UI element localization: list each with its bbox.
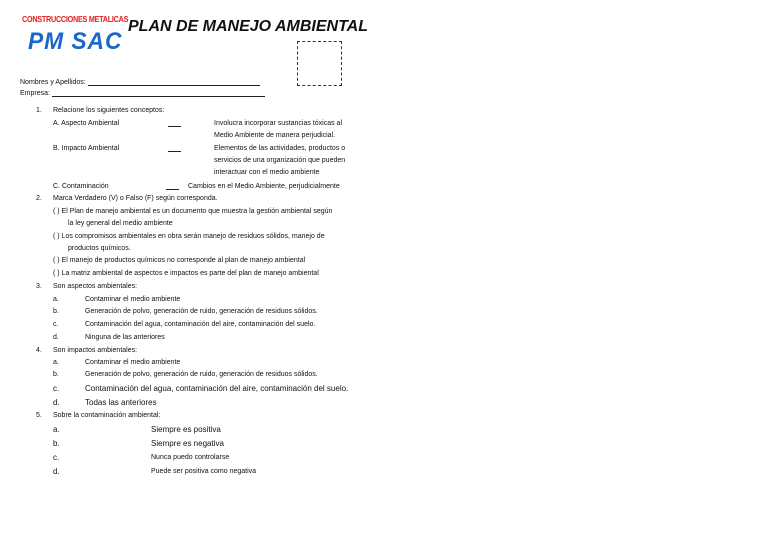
q5-option-d-letter: d.	[53, 467, 60, 476]
q1-def2-line2: servicios de una organización que pueden	[214, 157, 346, 164]
logo-main-text: PM SAC	[28, 28, 123, 55]
q4-option-a[interactable]: Contaminar el medio ambiente	[85, 359, 181, 366]
q3-option-b[interactable]: Generación de polvo, generación de ruido, generación de residuos sólidos.	[85, 308, 318, 315]
q3-option-d-letter: d.	[53, 334, 59, 341]
q1-def2-line3: interactuar con el medio ambiente	[214, 169, 320, 176]
empresa-label: Empresa:	[20, 90, 50, 97]
q5-option-a-letter: a.	[53, 425, 60, 434]
q1-text: Relacione los siguientes conceptos:	[53, 107, 165, 114]
q4-number: 4.	[36, 347, 42, 354]
page-title: PLAN DE MANEJO AMBIENTAL	[128, 18, 368, 35]
q3-option-a-letter: a.	[53, 296, 59, 303]
q1-def1-line2: Medio Ambiente de manera perjudicial.	[214, 132, 336, 139]
q4-option-d[interactable]: Todas las anteriores	[85, 398, 157, 407]
q5-option-d[interactable]: Puede ser positiva como negativa	[151, 468, 257, 475]
empresa-field	[20, 88, 265, 97]
q4-option-c[interactable]: Contaminación del agua, contaminación del aire, contaminación del suelo.	[85, 384, 349, 393]
q1-item-a: A. Aspecto Ambiental	[53, 120, 120, 127]
q3-option-d[interactable]: Ninguna de las anteriores	[85, 334, 165, 341]
q2-item3: ( ) El manejo de productos químicos no corresponde al plan de manejo ambiental	[53, 257, 306, 264]
empresa-line[interactable]	[52, 88, 265, 97]
q4-option-d-letter: d.	[53, 398, 60, 407]
q2-item4: ( ) La matriz ambiental de aspectos e impactos es parte del plan de manejo ambiental	[53, 270, 319, 277]
q3-number: 3.	[36, 283, 42, 290]
logo-top-text: CONSTRUCCIONES METALICAS	[22, 14, 129, 24]
q1-item-c: C. Contaminación	[53, 183, 109, 190]
q2-item2-line2: productos químicos.	[68, 245, 131, 252]
q1-def3: Cambios en el Medio Ambiente, perjudicialmente	[188, 183, 340, 190]
nombre-label: Nombres y Apellidos:	[20, 79, 86, 86]
company-logo	[22, 12, 129, 64]
q3-text: Son aspectos ambientales:	[53, 283, 138, 290]
q5-option-c-letter: c.	[53, 453, 60, 462]
photo-box	[297, 41, 342, 86]
q1-blank-c[interactable]	[166, 183, 179, 192]
q2-item1-line1: ( ) El Plan de manejo ambiental es un documento que muestra la gestión ambiental según	[53, 208, 333, 215]
q1-blank-a[interactable]	[168, 120, 181, 129]
q5-option-c[interactable]: Nunca puedo controlarse	[151, 454, 230, 461]
nombre-line[interactable]	[88, 77, 260, 86]
q1-def2-line1: Elementos de las actividades, productos o	[214, 145, 346, 152]
q1-number: 1.	[36, 107, 42, 114]
q5-number: 5.	[36, 412, 42, 419]
q5-option-a[interactable]: Siempre es positiva	[151, 425, 221, 434]
q3-option-c[interactable]: Contaminación del agua, contaminación del aire, contaminación del suelo.	[85, 321, 316, 328]
q4-option-b[interactable]: Generación de polvo, generación de ruido, generación de residuos sólidos.	[85, 371, 318, 378]
q4-option-c-letter: c.	[53, 384, 60, 393]
q5-text: Sobre la contaminación ambiental:	[53, 412, 161, 419]
q3-option-a[interactable]: Contaminar el medio ambiente	[85, 296, 181, 303]
q1-item-b: B. Impacto Ambiental	[53, 145, 120, 152]
q1-blank-b[interactable]	[168, 145, 181, 154]
q2-number: 2.	[36, 195, 42, 202]
q4-text: Son impactos ambientales:	[53, 347, 138, 354]
q3-option-c-letter: c.	[53, 321, 59, 328]
q3-option-b-letter: b.	[53, 308, 59, 315]
nombre-field	[20, 77, 260, 86]
q2-item1-line2: la ley general del medio ambiente	[68, 220, 173, 227]
q4-option-a-letter: a.	[53, 359, 59, 366]
q4-option-b-letter: b.	[53, 371, 59, 378]
q2-item2-line1: ( ) Los compromisos ambientales en obra serán manejo de residuos sólidos, manejo de	[53, 233, 325, 240]
q1-def1-line1: Involucra incorporar sustancias tóxicas al	[214, 120, 343, 127]
q2-text: Marca Verdadero (V) o Falso (F) según corresponda.	[53, 195, 218, 202]
q5-option-b-letter: b.	[53, 439, 60, 448]
q5-option-b[interactable]: Siempre es negativa	[151, 439, 224, 448]
